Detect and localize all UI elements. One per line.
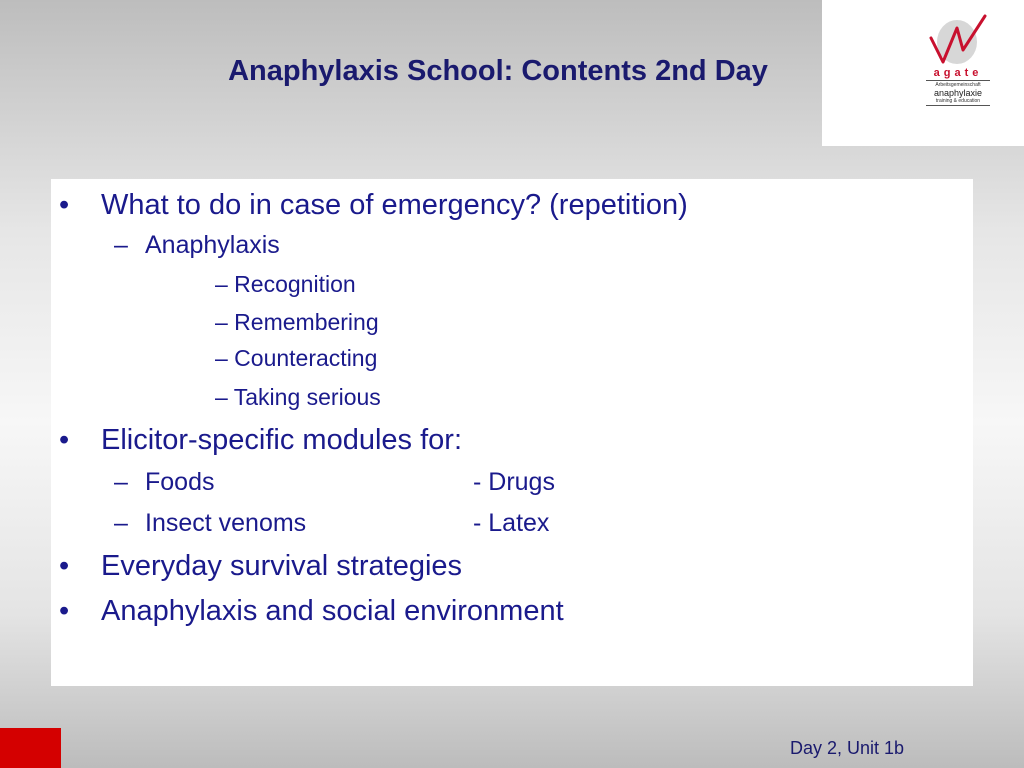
logo-panel bbox=[822, 0, 1024, 146]
sub-sub-list-item-text: – Remembering bbox=[215, 309, 379, 335]
logo-line2: anaphylaxie bbox=[933, 88, 983, 98]
sub-list-item-text: Anaphylaxis bbox=[145, 231, 280, 259]
bullet-icon: • bbox=[59, 424, 70, 456]
logo-divider bbox=[926, 80, 990, 81]
slide-footer: Day 2, Unit 1b bbox=[790, 738, 905, 758]
sub-sub-list-item-text: – Taking serious bbox=[215, 384, 381, 410]
accent-square bbox=[0, 728, 61, 768]
dash-icon: – bbox=[114, 509, 128, 537]
logo-text bbox=[926, 67, 990, 107]
sub-sub-list-item-text: – Counteracting bbox=[215, 345, 378, 371]
bullet-icon: • bbox=[59, 189, 70, 221]
slide-title: Anaphylaxis School: Contents 2nd Day bbox=[228, 55, 768, 87]
list-item-text: Elicitor-specific modules for: bbox=[101, 424, 462, 456]
sub-list-item-extra: - Drugs bbox=[473, 468, 555, 496]
sub-list-item-extra: - Latex bbox=[473, 509, 550, 537]
bullet-icon: • bbox=[59, 550, 70, 582]
checkmark-swoosh-logo-icon bbox=[927, 14, 987, 70]
sub-list-item-text: Foods bbox=[145, 468, 215, 496]
logo-line3: training & education bbox=[935, 98, 981, 104]
dash-icon: – bbox=[114, 468, 128, 496]
list-item-text: Everyday survival strategies bbox=[101, 550, 463, 582]
logo-line1: Arbeitsgemeinschaft bbox=[935, 82, 981, 88]
logo-divider-bottom bbox=[926, 105, 990, 106]
logo-wordmark: agate bbox=[933, 67, 983, 79]
bullet-icon: • bbox=[59, 595, 70, 627]
sub-sub-list-item-text: – Recognition bbox=[215, 271, 356, 297]
sub-list-item-text: Insect venoms bbox=[145, 509, 307, 537]
dash-icon: – bbox=[114, 231, 128, 259]
list-item-text: What to do in case of emergency? (repetition) bbox=[101, 189, 688, 221]
list-item-text: Anaphylaxis and social environment bbox=[101, 595, 564, 627]
content-panel bbox=[51, 179, 973, 686]
